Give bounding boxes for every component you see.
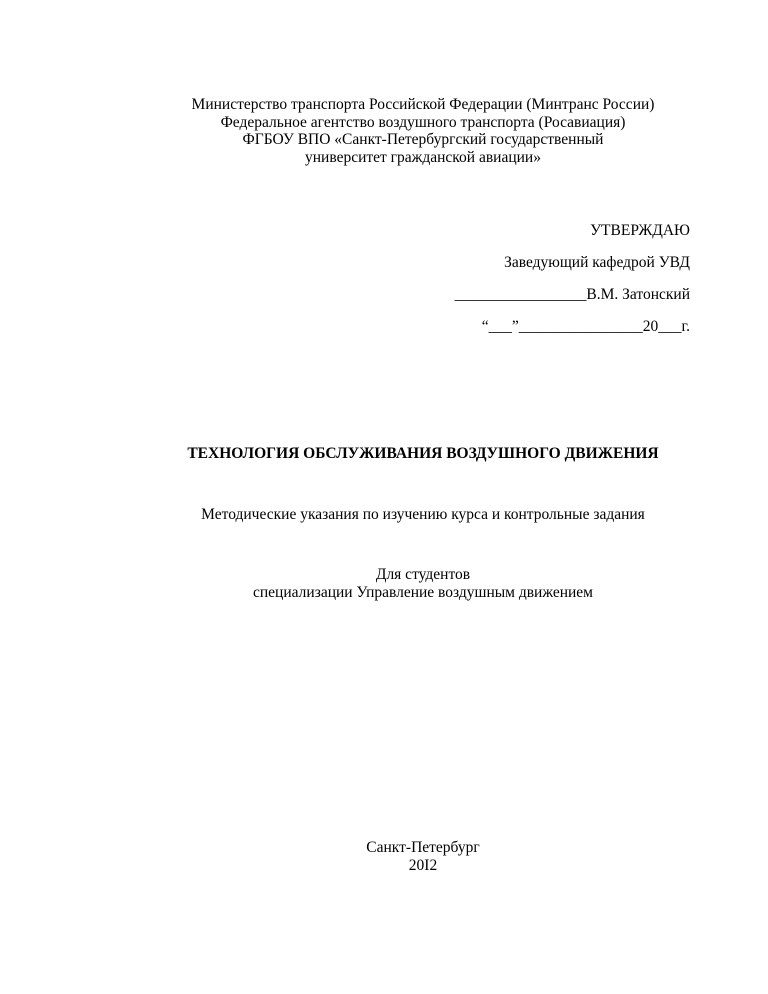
approval-position: Заведующий кафедрой УВД [504,254,690,271]
header-line-university-1: ФГБОУ ВПО «Санкт-Петербургский государственный [242,131,604,148]
header-line-agency: Федеральное агентство воздушного транспорта (Росавиация) [220,113,626,131]
approval-signature-line: _________________В.М. Затонский [454,286,690,303]
document-footer [0,839,768,874]
document-title: ТЕХНОЛОГИЯ ОБСЛУЖИВАНИЯ ВОЗДУШНОГО ДВИЖЕНИЯ [187,445,659,462]
organization-header [0,96,768,166]
header-line-university-2: университет гражданской авиации» [305,148,541,166]
document-audience [0,566,768,601]
audience-line-1: Для студентов [375,566,471,583]
audience-line-2: специализации Управление воздушным движением [253,583,593,601]
footer-year: 20I2 [408,856,438,874]
footer-city: Санкт-Петербург [366,839,480,856]
approval-date-line: “___”________________20___г. [481,318,690,335]
approval-title: УТВЕРЖДАЮ [590,222,690,239]
document-subtitle: Методические указания по изучению курса и контрольные задания [201,506,645,523]
approval-block [455,222,690,336]
header-line-ministry: Министерство транспорта Российской Федерации (Минтранс России) [191,96,655,113]
